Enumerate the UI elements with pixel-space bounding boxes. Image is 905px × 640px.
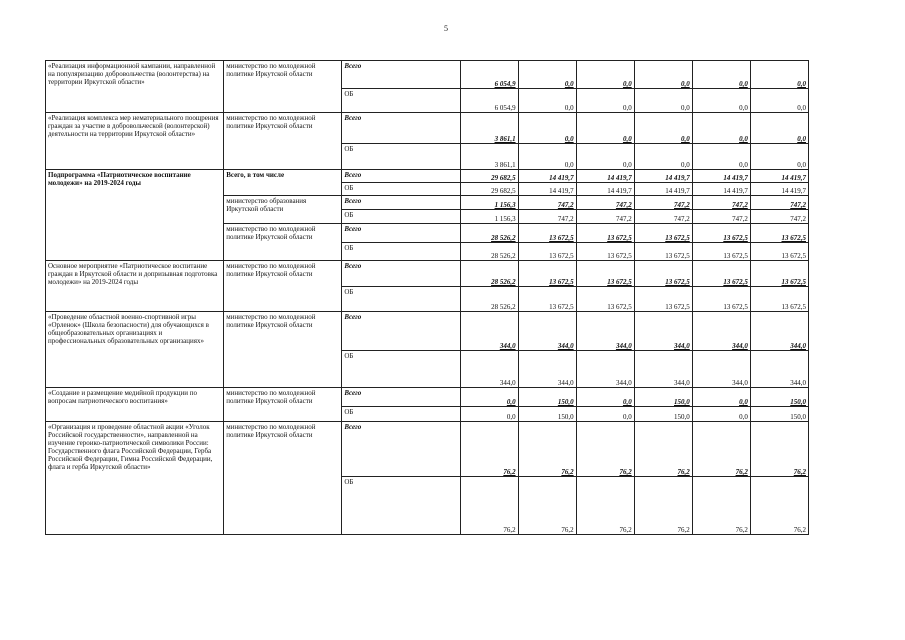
value-cell: 13 672,5 bbox=[692, 224, 750, 243]
value-cell: 344,0 bbox=[576, 312, 634, 351]
value-cell: 344,0 bbox=[692, 351, 750, 388]
value-cell: 14 419,7 bbox=[750, 170, 808, 183]
funding-source-cell: Всего bbox=[342, 170, 460, 183]
value-cell: 76,2 bbox=[692, 422, 750, 477]
value-cell: 14 419,7 bbox=[634, 183, 692, 196]
responsible-cell: министерство по молодежной политике Иркутской области bbox=[224, 224, 342, 261]
funding-source-cell: ОБ bbox=[342, 351, 460, 388]
value-cell: 13 672,5 bbox=[750, 224, 808, 243]
budget-table bbox=[45, 60, 809, 535]
value-cell: 0,0 bbox=[750, 144, 808, 170]
value-cell: 76,2 bbox=[576, 477, 634, 535]
value-cell: 3 861,1 bbox=[460, 144, 518, 170]
value-cell: 747,2 bbox=[750, 196, 808, 210]
value-cell: 747,2 bbox=[692, 210, 750, 224]
value-cell: 28 526,2 bbox=[460, 224, 518, 243]
value-cell: 13 672,5 bbox=[576, 243, 634, 261]
value-cell: 747,2 bbox=[518, 196, 576, 210]
value-cell: 747,2 bbox=[576, 210, 634, 224]
value-cell: 0,0 bbox=[692, 388, 750, 407]
value-cell: 0,0 bbox=[460, 388, 518, 407]
table-row bbox=[46, 170, 809, 183]
value-cell: 1 156,3 bbox=[460, 196, 518, 210]
funding-source-cell: ОБ bbox=[342, 287, 460, 312]
value-cell: 150,0 bbox=[518, 407, 576, 422]
value-cell: 0,0 bbox=[460, 407, 518, 422]
value-cell: 13 672,5 bbox=[750, 287, 808, 312]
value-cell: 0,0 bbox=[750, 89, 808, 113]
value-cell: 344,0 bbox=[518, 312, 576, 351]
funding-source-cell: Всего bbox=[342, 388, 460, 407]
value-cell: 13 672,5 bbox=[634, 243, 692, 261]
table-row bbox=[46, 388, 809, 407]
value-cell: 13 672,5 bbox=[576, 224, 634, 243]
funding-source-cell: Всего bbox=[342, 312, 460, 351]
funding-source-cell: ОБ bbox=[342, 89, 460, 113]
responsible-cell: министерство образования Иркутской области bbox=[224, 196, 342, 224]
value-cell: 0,0 bbox=[692, 113, 750, 144]
value-cell: 1 156,3 bbox=[460, 210, 518, 224]
value-cell: 0,0 bbox=[576, 61, 634, 89]
funding-source-cell: ОБ bbox=[342, 144, 460, 170]
funding-source-cell: ОБ bbox=[342, 243, 460, 261]
responsible-cell: министерство по молодежной политике Иркутской области bbox=[224, 388, 342, 422]
value-cell: 0,0 bbox=[692, 89, 750, 113]
value-cell: 150,0 bbox=[634, 388, 692, 407]
funding-source-cell: Всего bbox=[342, 61, 460, 89]
value-cell: 13 672,5 bbox=[692, 261, 750, 287]
value-cell: 76,2 bbox=[750, 422, 808, 477]
value-cell: 76,2 bbox=[750, 477, 808, 535]
subprogram-name-cell: Подпрограмма «Патриотическое воспитание молодежи» на 2019-2024 годы bbox=[46, 170, 224, 261]
value-cell: 29 682,5 bbox=[460, 170, 518, 183]
responsible-cell: министерство по молодежной политике Иркутской области bbox=[224, 61, 342, 113]
activity-name-cell: «Проведение областной военно-спортивной игры «Орленок» (Школа безопасности) для обучающихся в общеобразовательных организациях и профессиональных образовательных организациях» bbox=[46, 312, 224, 388]
value-cell: 14 419,7 bbox=[634, 170, 692, 183]
value-cell: 344,0 bbox=[576, 351, 634, 388]
value-cell: 747,2 bbox=[518, 210, 576, 224]
value-cell: 76,2 bbox=[692, 477, 750, 535]
funding-source-cell: ОБ bbox=[342, 210, 460, 224]
value-cell: 14 419,7 bbox=[518, 183, 576, 196]
value-cell: 344,0 bbox=[750, 351, 808, 388]
value-cell: 747,2 bbox=[692, 196, 750, 210]
table-row bbox=[46, 261, 809, 287]
activity-name-cell: «Реализация комплекса мер нематериального поощрения граждан за участие в добровольческой (волонтерской) деятельности на территории Иркутской области» bbox=[46, 113, 224, 170]
value-cell: 747,2 bbox=[634, 210, 692, 224]
value-cell: 13 672,5 bbox=[518, 287, 576, 312]
value-cell: 747,2 bbox=[750, 210, 808, 224]
value-cell: 13 672,5 bbox=[692, 287, 750, 312]
value-cell: 14 419,7 bbox=[692, 183, 750, 196]
value-cell: 0,0 bbox=[634, 113, 692, 144]
value-cell: 344,0 bbox=[634, 351, 692, 388]
value-cell: 28 526,2 bbox=[460, 287, 518, 312]
value-cell: 13 672,5 bbox=[634, 287, 692, 312]
value-cell: 76,2 bbox=[518, 477, 576, 535]
value-cell: 0,0 bbox=[576, 388, 634, 407]
value-cell: 6 054,9 bbox=[460, 61, 518, 89]
value-cell: 0,0 bbox=[634, 144, 692, 170]
value-cell: 13 672,5 bbox=[692, 243, 750, 261]
value-cell: 6 054,9 bbox=[460, 89, 518, 113]
value-cell: 13 672,5 bbox=[518, 243, 576, 261]
value-cell: 344,0 bbox=[750, 312, 808, 351]
value-cell: 150,0 bbox=[750, 407, 808, 422]
value-cell: 344,0 bbox=[634, 312, 692, 351]
value-cell: 0,0 bbox=[692, 407, 750, 422]
value-cell: 76,2 bbox=[460, 477, 518, 535]
value-cell: 29 682,5 bbox=[460, 183, 518, 196]
value-cell: 0,0 bbox=[692, 144, 750, 170]
value-cell: 0,0 bbox=[692, 61, 750, 89]
value-cell: 13 672,5 bbox=[750, 243, 808, 261]
value-cell: 344,0 bbox=[460, 312, 518, 351]
value-cell: 76,2 bbox=[518, 422, 576, 477]
page-number: 5 bbox=[444, 24, 448, 33]
value-cell: 28 526,2 bbox=[460, 243, 518, 261]
value-cell: 0,0 bbox=[634, 61, 692, 89]
funding-source-cell: Всего bbox=[342, 422, 460, 477]
value-cell: 13 672,5 bbox=[576, 261, 634, 287]
value-cell: 0,0 bbox=[518, 61, 576, 89]
responsible-cell: министерство по молодежной политике Иркутской области bbox=[224, 312, 342, 388]
funding-source-cell: ОБ bbox=[342, 183, 460, 196]
value-cell: 76,2 bbox=[634, 422, 692, 477]
funding-source-cell: ОБ bbox=[342, 477, 460, 535]
value-cell: 344,0 bbox=[460, 351, 518, 388]
activity-name-cell: «Организация и проведение областной акции «Уголок Российской государственности», направленной на изучение героико-патриотической символики России: Государственного флага Российской Федерации, Герба Российской Федерации, Гимна Российской Федерации, флага и герба Иркутской области» bbox=[46, 422, 224, 535]
value-cell: 3 861,1 bbox=[460, 113, 518, 144]
activity-name-cell: Основное мероприятие «Патриотическое воспитание граждан в Иркутской области и допризывная подготовка молодежи» на 2019-2024 годы bbox=[46, 261, 224, 312]
value-cell: 150,0 bbox=[634, 407, 692, 422]
value-cell: 13 672,5 bbox=[576, 287, 634, 312]
value-cell: 0,0 bbox=[518, 113, 576, 144]
table-row bbox=[46, 422, 809, 477]
value-cell: 0,0 bbox=[750, 61, 808, 89]
responsible-cell: министерство по молодежной политике Иркутской области bbox=[224, 113, 342, 170]
responsible-cell: Всего, в том числе bbox=[224, 170, 342, 196]
value-cell: 13 672,5 bbox=[518, 224, 576, 243]
responsible-cell: министерство по молодежной политике Иркутской области bbox=[224, 261, 342, 312]
value-cell: 150,0 bbox=[518, 388, 576, 407]
funding-source-cell: Всего bbox=[342, 113, 460, 144]
value-cell: 344,0 bbox=[692, 312, 750, 351]
funding-source-cell: Всего bbox=[342, 196, 460, 210]
value-cell: 14 419,7 bbox=[576, 183, 634, 196]
table-row bbox=[46, 61, 809, 89]
funding-source-cell: Всего bbox=[342, 224, 460, 243]
table-row bbox=[46, 312, 809, 351]
value-cell: 747,2 bbox=[576, 196, 634, 210]
value-cell: 0,0 bbox=[576, 113, 634, 144]
value-cell: 13 672,5 bbox=[634, 261, 692, 287]
value-cell: 13 672,5 bbox=[634, 224, 692, 243]
value-cell: 0,0 bbox=[518, 144, 576, 170]
funding-source-cell: ОБ bbox=[342, 407, 460, 422]
value-cell: 0,0 bbox=[634, 89, 692, 113]
value-cell: 0,0 bbox=[576, 407, 634, 422]
responsible-cell: министерство по молодежной политике Иркутской области bbox=[224, 422, 342, 535]
table-row bbox=[46, 113, 809, 144]
value-cell: 14 419,7 bbox=[750, 183, 808, 196]
activity-name-cell: «Реализация информационной кампании, направленной на популяризацию добровольчества (волонтерства) на территории Иркутской области» bbox=[46, 61, 224, 113]
value-cell: 14 419,7 bbox=[692, 170, 750, 183]
value-cell: 0,0 bbox=[518, 89, 576, 113]
value-cell: 76,2 bbox=[576, 422, 634, 477]
value-cell: 344,0 bbox=[518, 351, 576, 388]
value-cell: 13 672,5 bbox=[518, 261, 576, 287]
funding-source-cell: Всего bbox=[342, 261, 460, 287]
value-cell: 150,0 bbox=[750, 388, 808, 407]
value-cell: 76,2 bbox=[460, 422, 518, 477]
value-cell: 0,0 bbox=[750, 113, 808, 144]
value-cell: 76,2 bbox=[634, 477, 692, 535]
value-cell: 14 419,7 bbox=[518, 170, 576, 183]
value-cell: 13 672,5 bbox=[750, 261, 808, 287]
value-cell: 747,2 bbox=[634, 196, 692, 210]
value-cell: 0,0 bbox=[576, 89, 634, 113]
value-cell: 0,0 bbox=[576, 144, 634, 170]
activity-name-cell: «Создание и размещение медийной продукции по вопросам патриотического воспитания» bbox=[46, 388, 224, 422]
value-cell: 28 526,2 bbox=[460, 261, 518, 287]
value-cell: 14 419,7 bbox=[576, 170, 634, 183]
